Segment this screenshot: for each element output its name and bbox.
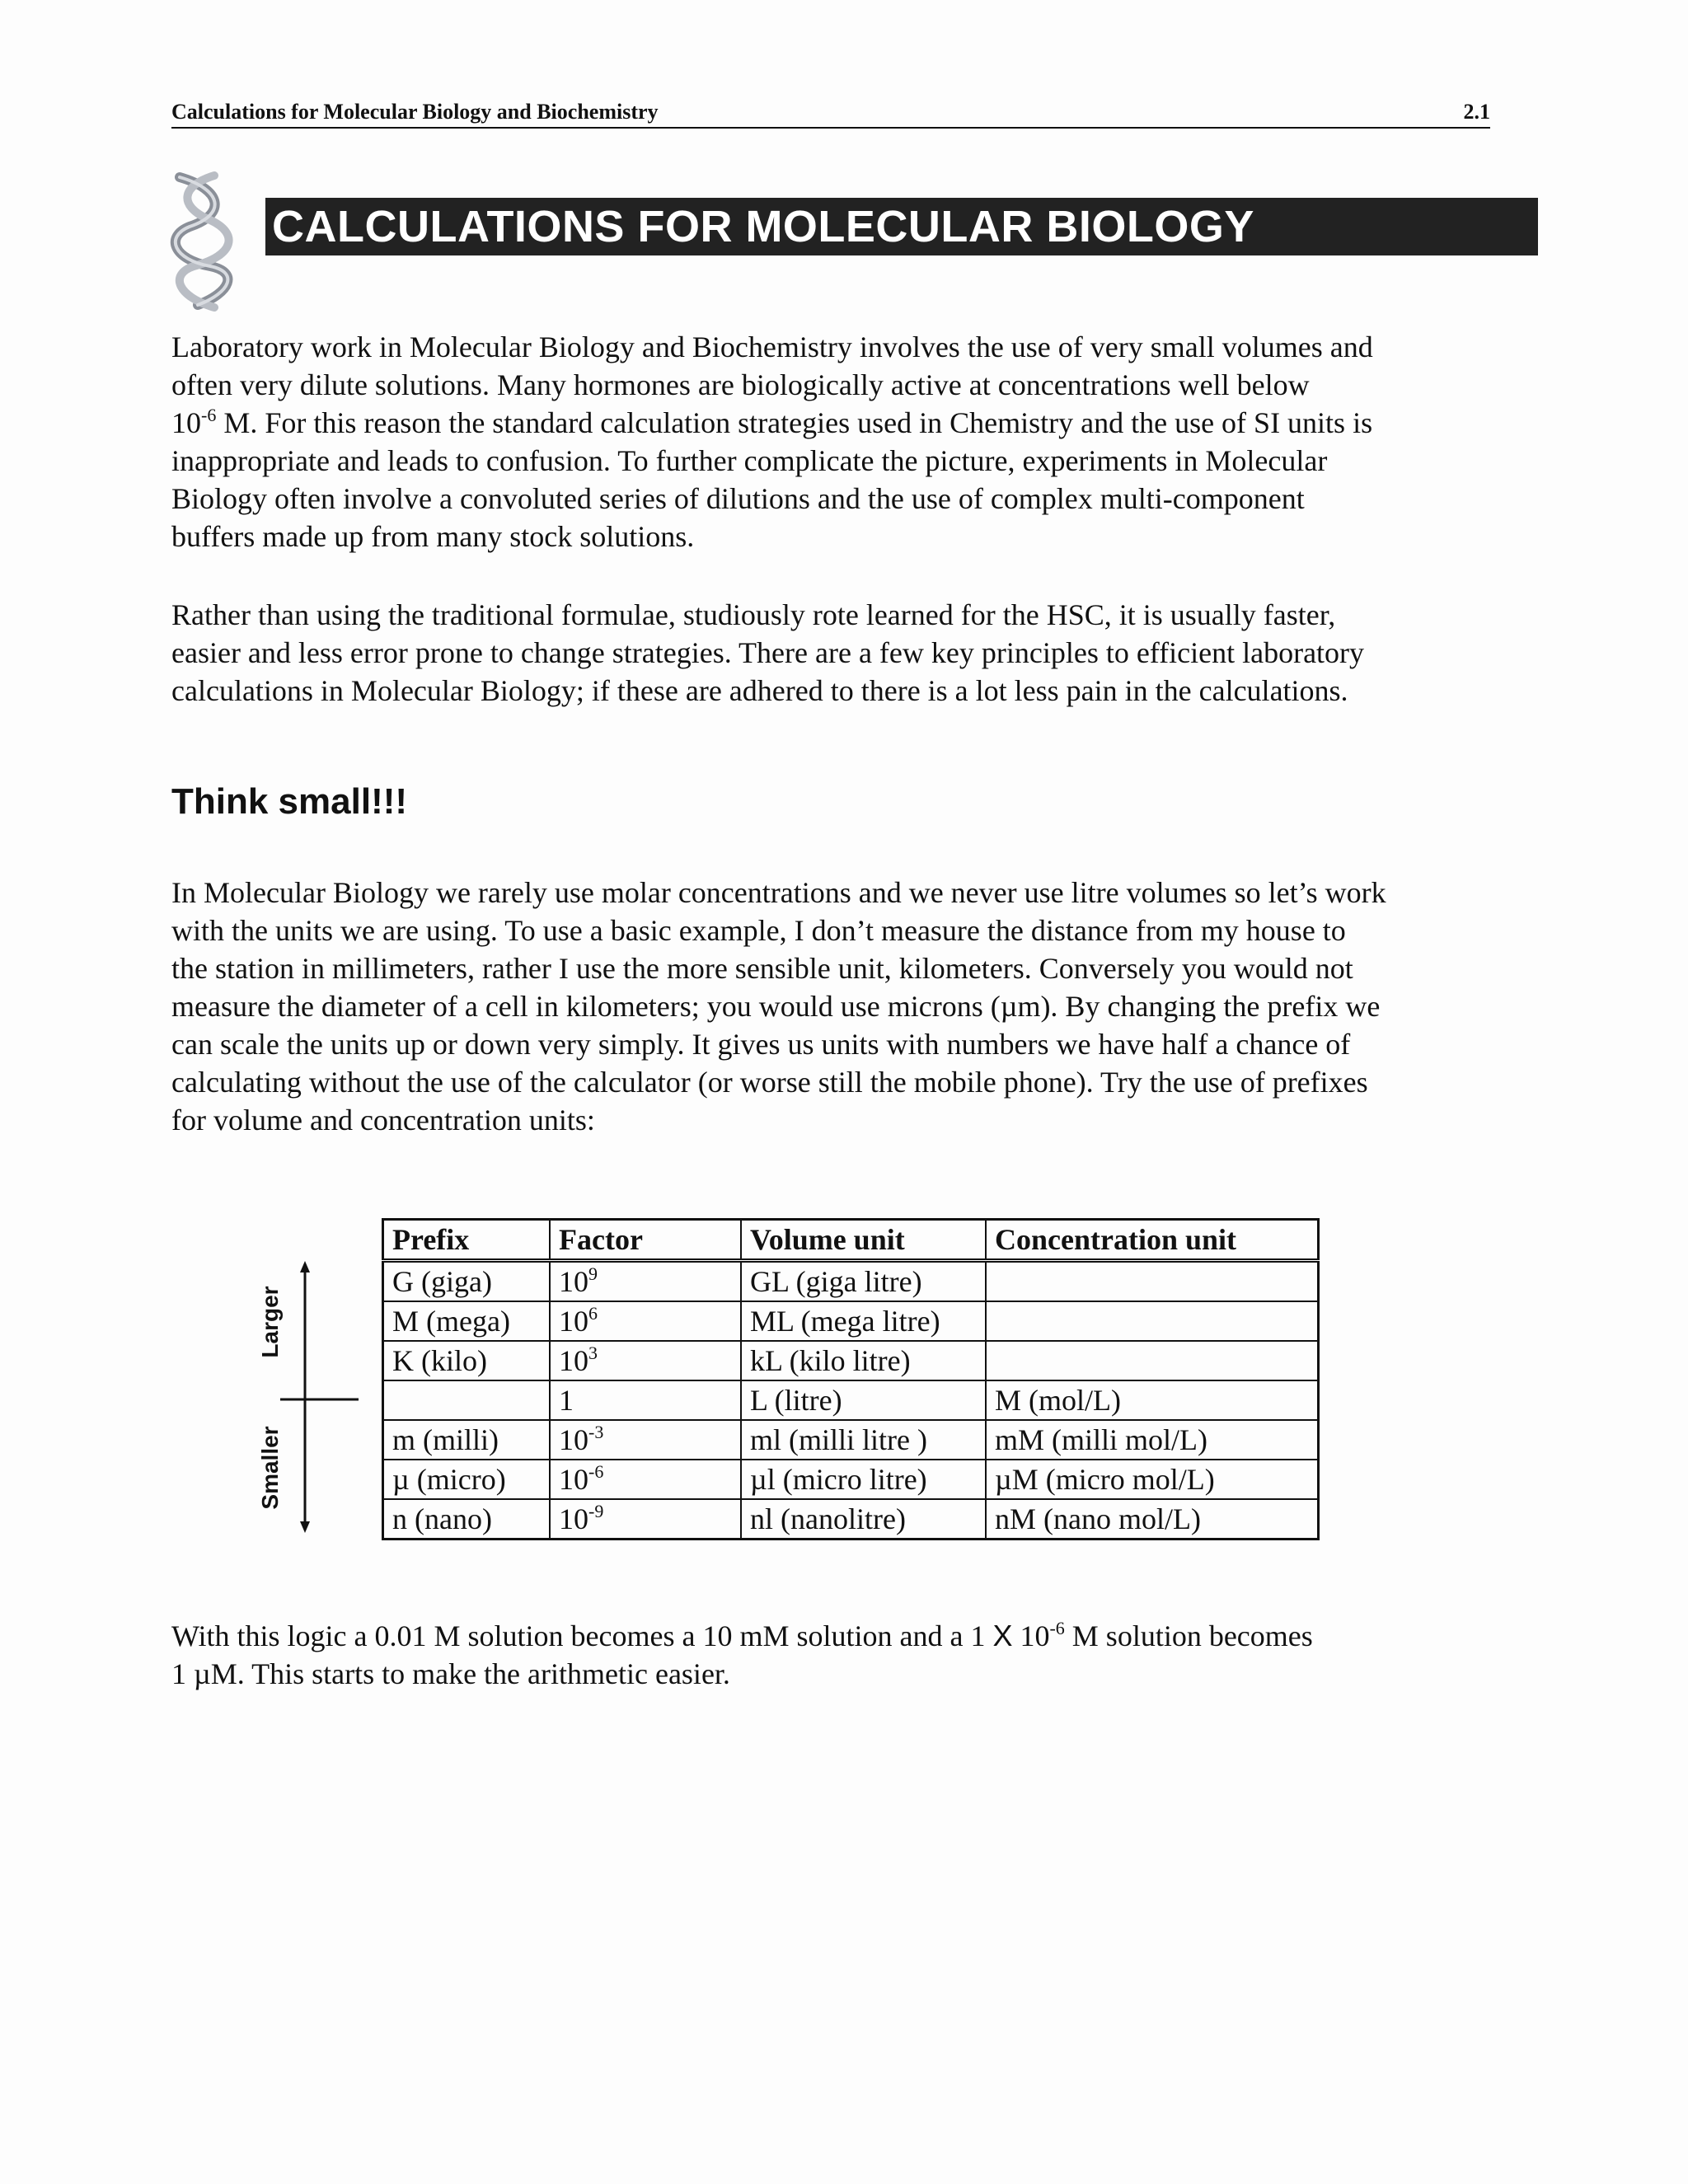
- text-line: for volume and concentration units:: [171, 1104, 595, 1137]
- text-line: calculating without the use of the calculator (or worse still the mobile phone). Try the use of prefixes: [171, 1066, 1368, 1099]
- text-line: the station in millimeters, rather I use the more sensible unit, kilometers. Conversely you would not: [171, 952, 1353, 985]
- table-row: [383, 1341, 1319, 1380]
- scale-arrow-icon: [280, 1261, 363, 1533]
- text-line: $10^{-6}$ M. For this reason the standard calculation strategies used in Chemistry and the use of SI units is: [171, 405, 1373, 439]
- factor-cell: 1: [550, 1380, 741, 1420]
- table-row: [383, 1301, 1319, 1341]
- factor-cell: $10^{-6}$: [550, 1460, 741, 1499]
- factor-cell: $10^3$: [550, 1341, 741, 1380]
- concentration-unit-cell: [986, 1301, 1319, 1341]
- text-line: with the units we are using. To use a basic example, I don’t measure the distance from my house to: [171, 914, 1346, 947]
- table-row: [383, 1499, 1319, 1540]
- dna-helix-icon: [165, 169, 256, 313]
- intro-paragraph-2: [171, 596, 1523, 710]
- prefix-cell: K (kilo): [383, 1341, 551, 1380]
- prefix-cell: m (milli): [383, 1420, 551, 1460]
- text-line: often very dilute solutions. Many hormones are biologically active at concentrations well below: [171, 368, 1310, 401]
- closing-line-1: With this logic a 0.01 M solution becomes a 10 mM solution and a 1 X $10^{-6}$ M solution becomes: [171, 1618, 1313, 1652]
- column-header: Factor: [550, 1220, 741, 1261]
- running-header: [171, 97, 1490, 129]
- text-line: Biology often involve a convoluted series of dilutions and the use of complex multi-component: [171, 482, 1305, 515]
- volume-unit-cell: GL (giga litre): [741, 1261, 986, 1302]
- concentration-unit-cell: mM (milli mol/L): [986, 1420, 1319, 1460]
- concentration-unit-cell: nM (nano mol/L): [986, 1499, 1319, 1540]
- text-line: inappropriate and leads to confusion. To further complicate the picture, experiments in Molecular: [171, 444, 1328, 477]
- section-heading: Think small!!!: [171, 781, 408, 822]
- section-paragraph: [171, 874, 1523, 1139]
- smaller-label: Smaller: [257, 1426, 283, 1510]
- column-header: Concentration unit: [986, 1220, 1319, 1261]
- prefix-cell: M (mega): [383, 1301, 551, 1341]
- page-number: 2.1: [1463, 100, 1490, 124]
- factor-cell: $10^{-3}$: [550, 1420, 741, 1460]
- concentration-unit-cell: [986, 1341, 1319, 1380]
- volume-unit-cell: kL (kilo litre): [741, 1341, 986, 1380]
- larger-label: Larger: [257, 1286, 283, 1358]
- text-line: can scale the units up or down very simply. It gives us units with numbers we have half a chance of: [171, 1028, 1351, 1061]
- table-row: [383, 1380, 1319, 1420]
- text-line: easier and less error prone to change strategies. There are a few key principles to efficient laboratory: [171, 636, 1365, 669]
- table-row: [383, 1420, 1319, 1460]
- volume-unit-cell: µl (micro litre): [741, 1460, 986, 1499]
- text-line: In Molecular Biology we rarely use molar concentrations and we never use litre volumes so let’s work: [171, 876, 1386, 909]
- prefix-cell: G (giga): [383, 1261, 551, 1302]
- table-header-row: [383, 1220, 1319, 1261]
- prefix-cell: [383, 1380, 551, 1420]
- concentration-unit-cell: M (mol/L): [986, 1380, 1319, 1420]
- volume-unit-cell: L (litre): [741, 1380, 986, 1420]
- factor-cell: $10^6$: [550, 1301, 741, 1341]
- table-row: [383, 1460, 1319, 1499]
- column-header: Prefix: [383, 1220, 551, 1261]
- header-title: Calculations for Molecular Biology and Biochemistry: [171, 100, 659, 124]
- chapter-title-banner: CALCULATIONS FOR MOLECULAR BIOLOGY: [265, 198, 1538, 255]
- volume-unit-cell: ML (mega litre): [741, 1301, 986, 1341]
- volume-unit-cell: ml (milli litre ): [741, 1420, 986, 1460]
- concentration-unit-cell: [986, 1261, 1319, 1302]
- text-line: measure the diameter of a cell in kilometers; you would use microns (µm). By changing the prefix we: [171, 990, 1381, 1023]
- text-line: buffers made up from many stock solutions.: [171, 520, 695, 553]
- text-line: Laboratory work in Molecular Biology and Biochemistry involves the use of very small volumes and: [171, 330, 1373, 363]
- text-line: Rather than using the traditional formulae, studiously rote learned for the HSC, it is usually faster,: [171, 598, 1336, 631]
- intro-paragraph-1: [171, 328, 1523, 555]
- factor-cell: $10^9$: [550, 1261, 741, 1302]
- prefix-table: [382, 1218, 1320, 1540]
- closing-paragraph: [171, 1617, 1523, 1693]
- prefix-cell: µ (micro): [383, 1460, 551, 1499]
- table-row: [383, 1261, 1319, 1302]
- concentration-unit-cell: µM (micro mol/L): [986, 1460, 1319, 1499]
- factor-cell: $10^{-9}$: [550, 1499, 741, 1540]
- volume-unit-cell: nl (nanolitre): [741, 1499, 986, 1540]
- prefix-cell: n (nano): [383, 1499, 551, 1540]
- column-header: Volume unit: [741, 1220, 986, 1261]
- closing-line-2: 1 µM. This starts to make the arithmetic easier.: [171, 1657, 730, 1690]
- text-line: calculations in Molecular Biology; if these are adhered to there is a lot less pain in the calculations.: [171, 674, 1348, 707]
